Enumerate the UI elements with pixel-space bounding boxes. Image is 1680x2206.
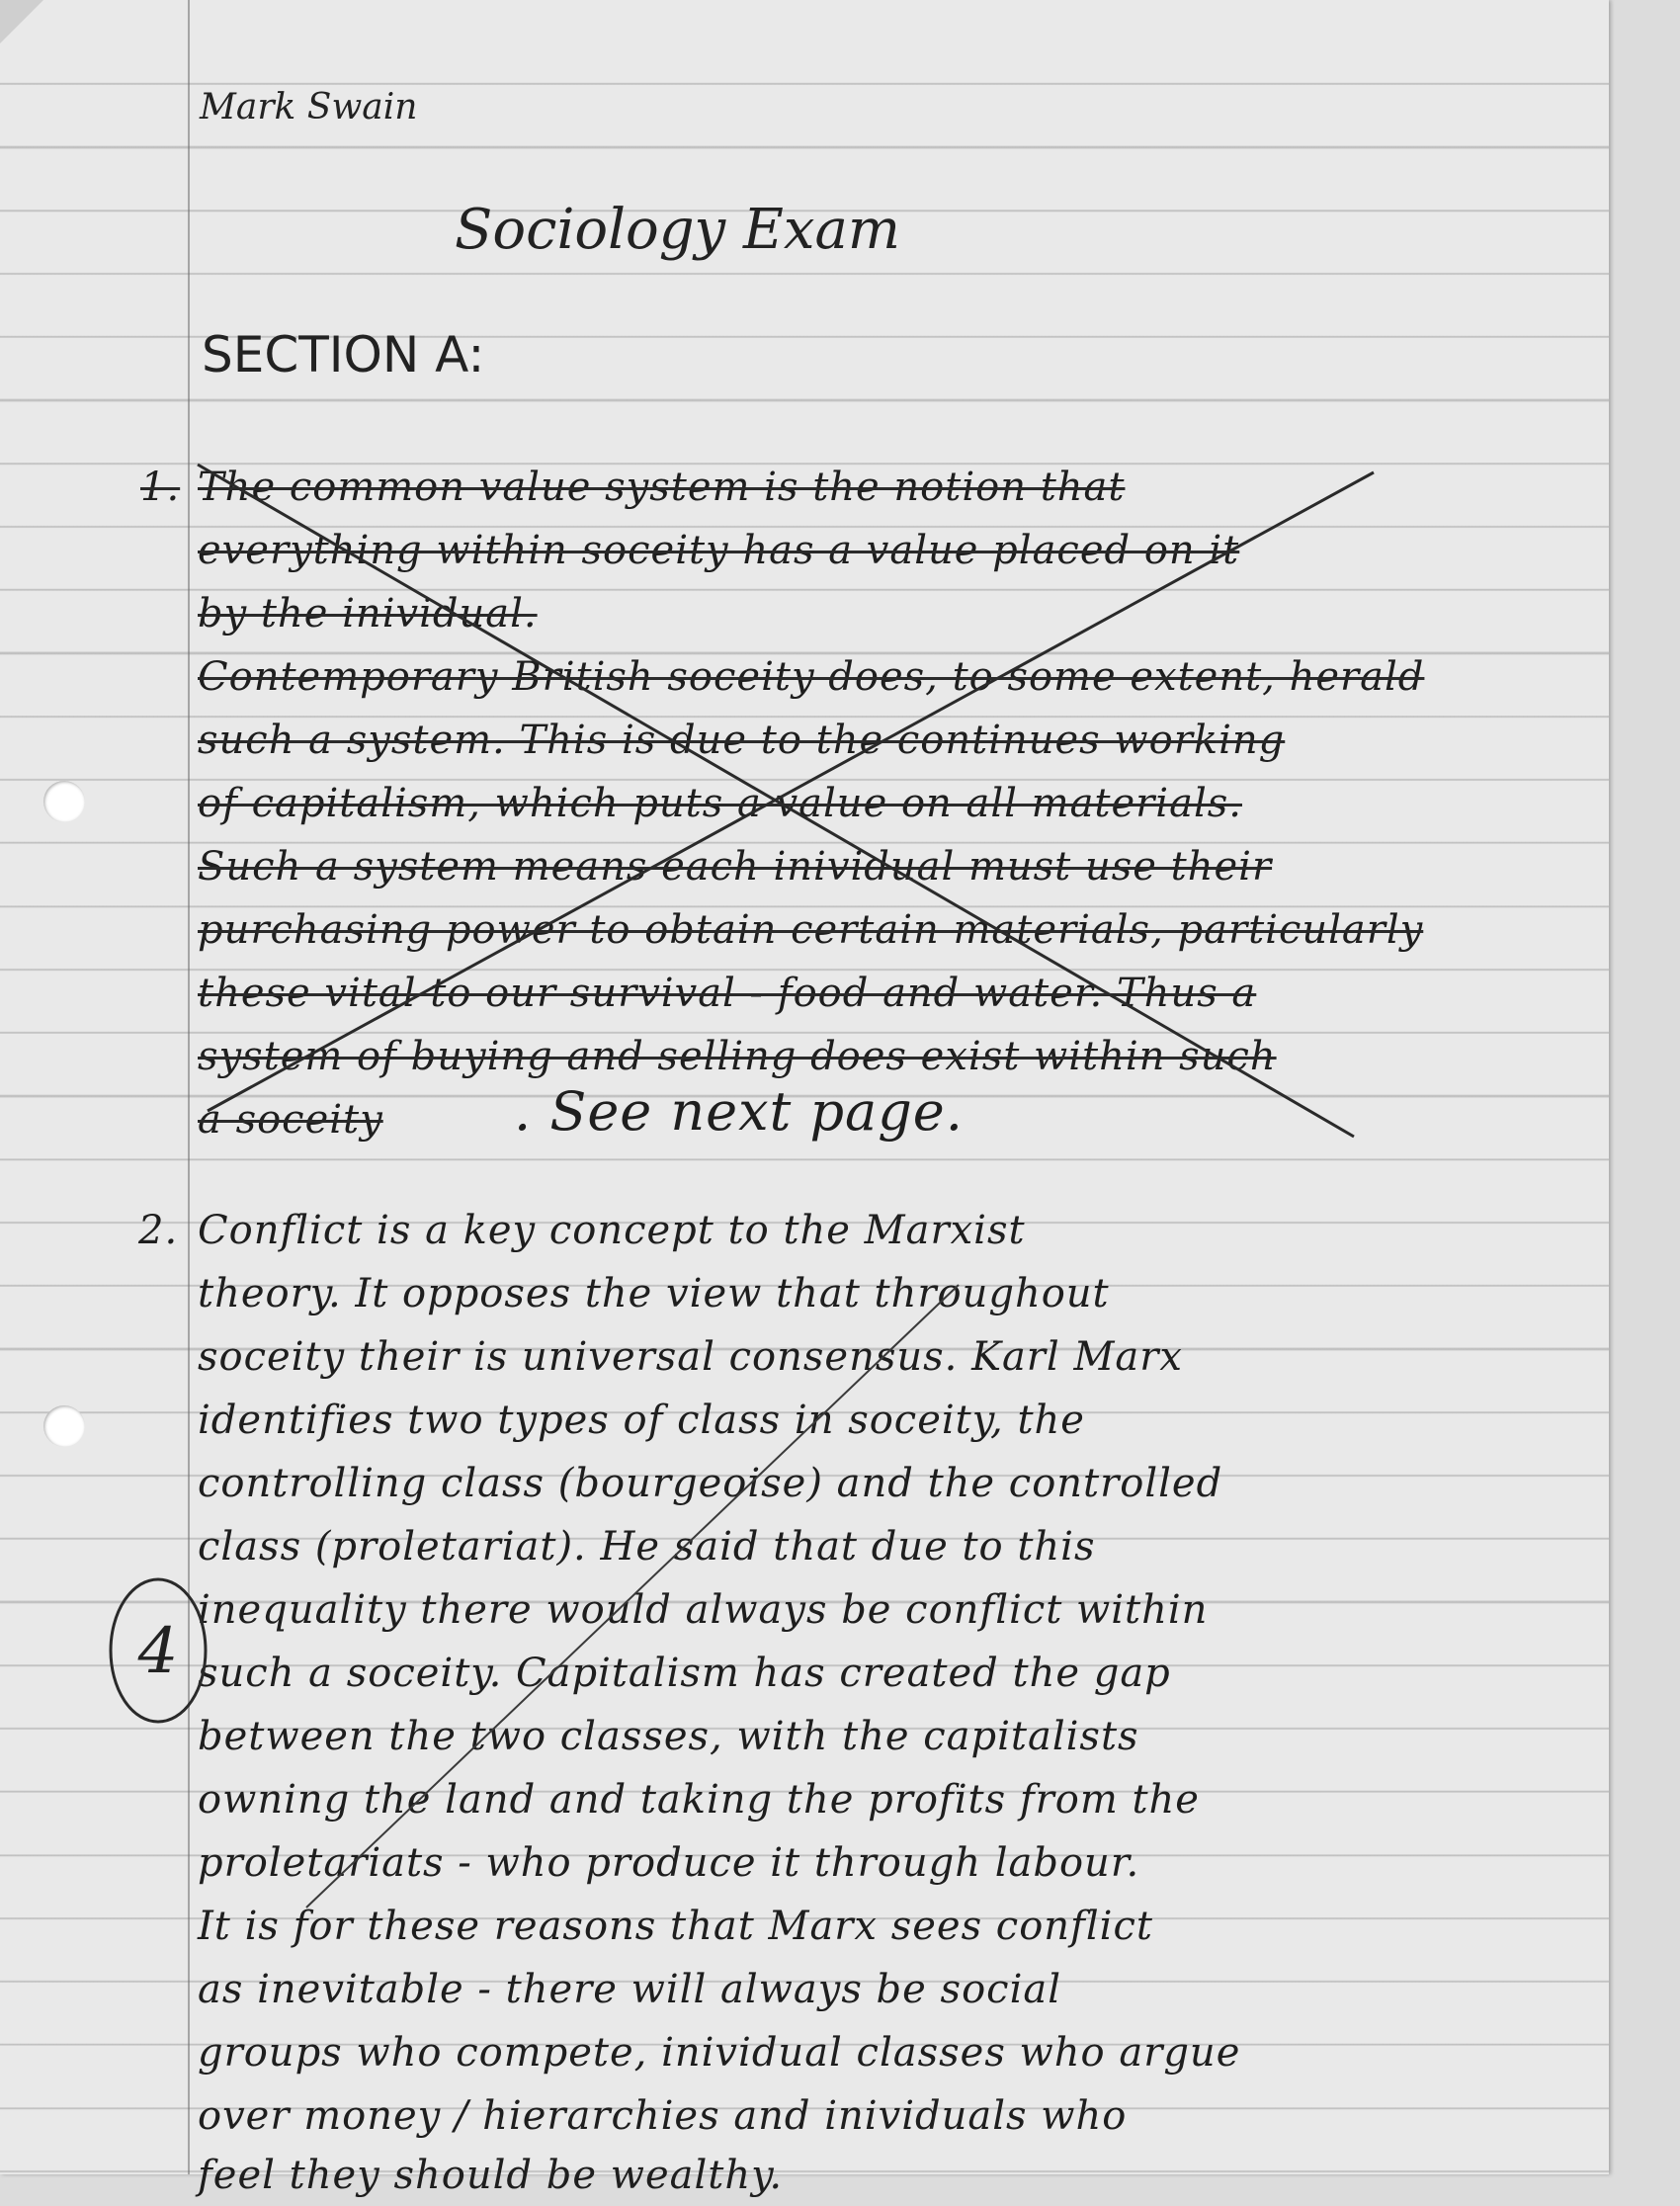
q2-line: owning the land and taking the profits from the [198, 1777, 1200, 1823]
q1-line: The common value system is the notion that [198, 465, 1126, 510]
section-heading: SECTION A: [202, 326, 485, 383]
q1-line: Such a system means each inividual must use their [198, 844, 1273, 890]
see-next-page-note: . See next page. [514, 1080, 964, 1143]
q2-line: theory. It opposes the view that throughout [198, 1271, 1110, 1316]
q2-line: proletariats - who produce it through labour. [198, 1840, 1140, 1886]
q2-line: groups who compete, inividual classes who argue [198, 2030, 1241, 2076]
q2-line: soceity their is universal consensus. Karl Marx [198, 1334, 1183, 1380]
q2-line: identifies two types of class in soceity, the [198, 1398, 1085, 1443]
q1-line: system of buying and selling does exist within such [198, 1034, 1277, 1079]
q1-cross-stroke-b [208, 472, 1374, 1111]
q2-tick-stroke [306, 1285, 959, 1908]
q1-line: such a system. This is due to the continues working [198, 718, 1286, 763]
q2-line: such a soceity. Capitalism has created the gap [198, 1651, 1171, 1696]
mark-score: 4 [137, 1615, 179, 1688]
q1-line: by the inividual. [198, 591, 538, 636]
q2-line: It is for these reasons that Marx sees conflict [198, 1904, 1153, 1949]
q1-line: of capitalism, which puts a value on all materials. [198, 781, 1242, 826]
q1-line: everything within soceity has a value placed on it [198, 528, 1240, 573]
q1-line: purchasing power to obtain certain materials, particularly [198, 907, 1424, 953]
question-2-number: 2. [138, 1208, 179, 1253]
q2-line: between the two classes, with the capitalists [198, 1714, 1139, 1759]
q2-line: as inevitable - there will always be social [198, 1967, 1061, 2012]
q2-line: feel they should be wealthy. [198, 2153, 784, 2198]
q2-line: inequality there would always be conflict within [198, 1587, 1209, 1633]
q1-line: a soceity [198, 1097, 383, 1143]
exam-title: Sociology Exam [455, 198, 900, 262]
q2-line: over money / hierarchies and inividuals who [198, 2093, 1128, 2139]
q1-line: Contemporary British soceity does, to some extent, herald [198, 654, 1425, 700]
question-1-number: 1. [140, 465, 181, 510]
q2-line: Conflict is a key concept to the Marxist [198, 1208, 1026, 1253]
q1-line: these vital to our survival - food and water. Thus a [198, 971, 1257, 1016]
q2-line: class (proletariat). He said that due to this [198, 1524, 1096, 1570]
student-name: Mark Swain [200, 87, 418, 127]
q2-line: controlling class (bourgeoise) and the controlled [198, 1461, 1223, 1506]
